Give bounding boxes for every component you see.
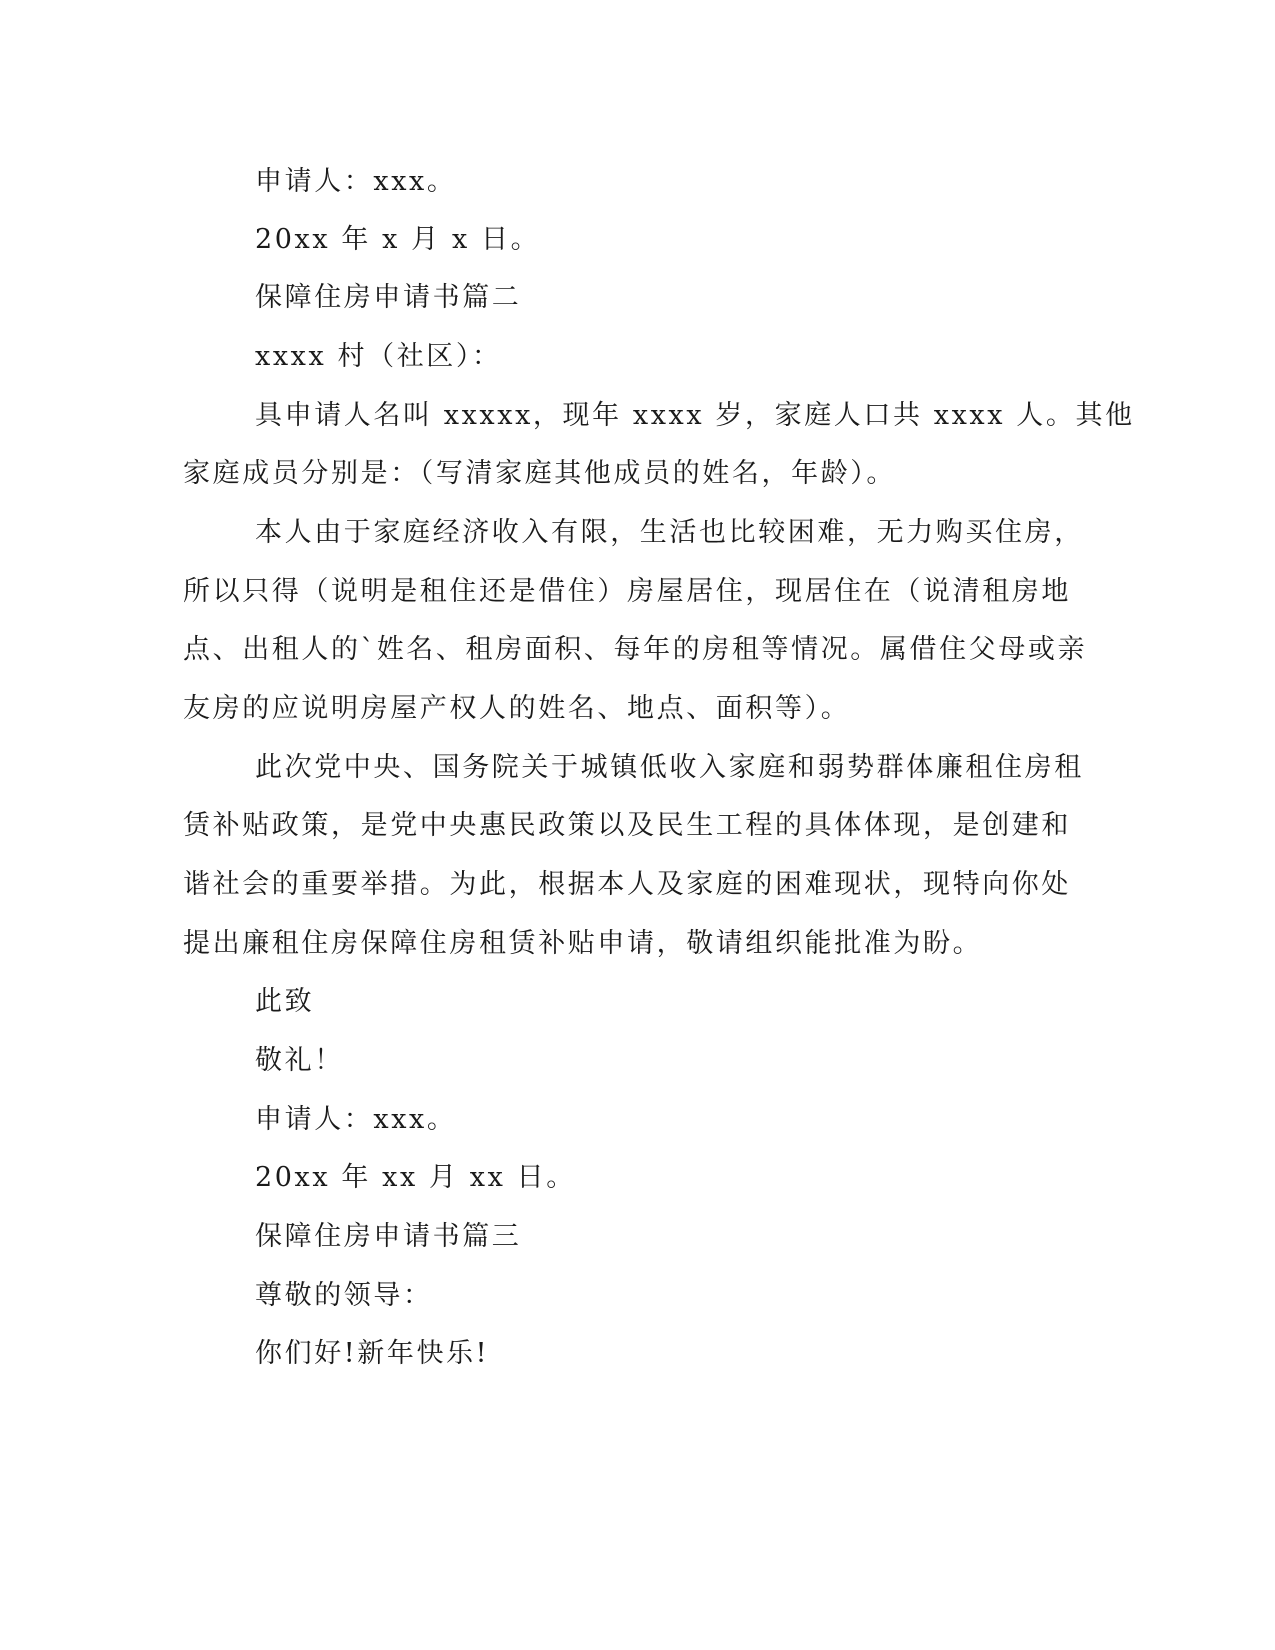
greeting-line: 你们好!新年快乐! [255,1338,490,1369]
date-line: 20xx 年 xx 月 xx 日。 [255,1162,576,1193]
closing-line: 敬礼！ [255,1045,344,1076]
date-line: 20xx 年 x 月 x 日。 [255,224,541,255]
section-title: 保障住房申请书篇三 [255,1221,522,1252]
paragraph-line: 家庭成员分别是：（写清家庭其他成员的姓名，年龄）。 [183,458,896,489]
salutation: 尊敬的领导： [255,1280,433,1311]
section-title: 保障住房申请书篇二 [255,282,522,313]
paragraph-line: 赁补贴政策，是党中央惠民政策以及民生工程的具体体现，是创建和 [183,810,1071,841]
paragraph-line: 具申请人名叫 xxxxx，现年 xxxx 岁，家庭人口共 xxxx 人。其他 [255,400,1135,431]
paragraph-line: 友房的应说明房屋产权人的姓名、地点、面积等）。 [183,693,851,724]
paragraph-line: 本人由于家庭经济收入有限，生活也比较困难，无力购买住房， [255,517,1084,548]
paragraph-line: 谐社会的重要举措。为此，根据本人及家庭的困难现状，现特向你处 [183,869,1071,900]
paragraph-line: 点、出租人的`姓名、租房面积、每年的房租等情况。属借住父母或亲 [183,634,1088,665]
closing-line: 此致 [255,986,315,1017]
salutation: xxxx 村（社区）： [255,341,502,372]
applicant-line: 申请人：xxx。 [255,1104,457,1135]
paragraph-line: 此次党中央、国务院关于城镇低收入家庭和弱势群体廉租住房租 [255,752,1084,783]
paragraph-line: 所以只得（说明是租住还是借住）房屋居住，现居住在（说清租房地 [183,576,1071,607]
paragraph-line: 提出廉租住房保障住房租赁补贴申请，敬请组织能批准为盼。 [183,928,983,959]
applicant-line: 申请人：xxx。 [255,166,457,197]
